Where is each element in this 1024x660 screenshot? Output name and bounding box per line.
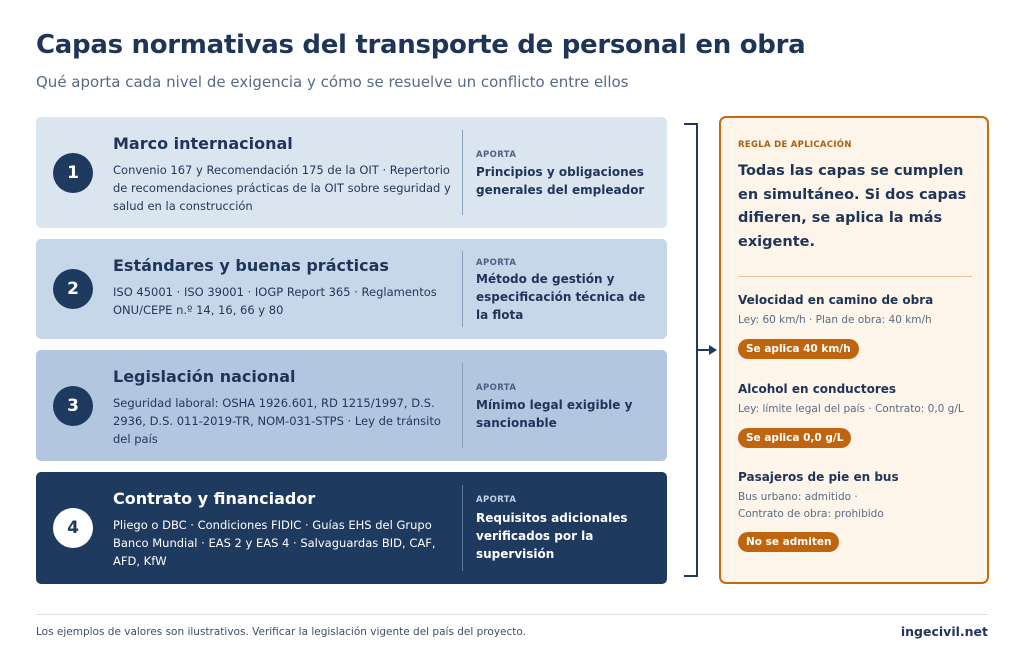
example-detail: Bus urbano: admitido ·	[738, 491, 858, 503]
layer-divider	[462, 251, 463, 327]
aporta-value: Método de gestión y especificación técnica de la flota	[476, 272, 646, 322]
page-title: Capas normativas del transporte de personal en obra	[36, 30, 806, 60]
arrow-right-icon	[709, 345, 717, 355]
layer-number-badge: 2	[53, 269, 93, 309]
layer-divider	[462, 130, 463, 215]
example-title: Alcohol en conductores	[738, 382, 897, 396]
aporta-value: Mínimo legal exigible y sancionable	[476, 398, 633, 430]
layer-divider	[462, 363, 463, 448]
layer-divider	[462, 485, 463, 571]
layers-bracket	[684, 123, 698, 577]
rule-label: REGLA DE APLICACIÓN	[738, 140, 852, 150]
aporta-label: APORTA	[476, 150, 517, 160]
layer-card-3	[36, 350, 667, 461]
layer-title: Estándares y buenas prácticas	[113, 256, 389, 275]
aporta-label: APORTA	[476, 383, 517, 393]
example-detail: Contrato de obra: prohibido	[738, 508, 884, 520]
page-subtitle: Qué aporta cada nivel de exigencia y cómo se resuelve un conflicto entre ellos	[36, 73, 629, 91]
layer-number-badge: 4	[53, 508, 93, 548]
example-title: Velocidad en camino de obra	[738, 293, 934, 307]
example-title: Pasajeros de pie en bus	[738, 470, 899, 484]
example-result-badge: Se aplica 40 km/h	[738, 339, 859, 359]
layer-card-4	[36, 472, 667, 584]
rule-panel	[719, 116, 989, 584]
layer-number-badge: 3	[53, 386, 93, 426]
example-result-badge: No se admiten	[738, 532, 839, 552]
aporta-label: APORTA	[476, 258, 517, 268]
example-detail: Ley: límite legal del país · Contrato: 0,0 g/L	[738, 403, 964, 415]
footer-brand: ingecivil.net	[900, 624, 988, 639]
layer-card-2	[36, 239, 667, 339]
example-result-badge: Se aplica 0,0 g/L	[738, 428, 851, 448]
layer-description: Pliego o DBC · Condiciones FIDIC · Guías EHS del Grupo Banco Mundial · EAS 2 y EAS 4 · Salvaguardas BID, CAF, AFD, KfW	[113, 518, 436, 568]
layer-description: ISO 45001 · ISO 39001 · IOGP Report 365 · Reglamentos ONU/CEPE n.º 14, 16, 66 y 80	[113, 285, 437, 317]
layer-title: Marco internacional	[113, 134, 293, 153]
aporta-value: Requisitos adicionales verificados por la supervisión	[476, 511, 628, 561]
layer-description: Seguridad laboral: OSHA 1926.601, RD 1215/1997, D.S. 2936, D.S. 011-2019-TR, NOM-031-STPS · Ley de tránsito del país	[113, 396, 441, 446]
aporta-label: APORTA	[476, 495, 517, 505]
aporta-value: Principios y obligaciones generales del empleador	[476, 165, 645, 197]
layer-card-1	[36, 117, 667, 228]
layer-title: Contrato y financiador	[113, 489, 316, 508]
rule-separator	[738, 276, 972, 277]
footer-note: Los ejemplos de valores son ilustrativos. Verificar la legislación vigente del país del proyecto.	[36, 626, 526, 638]
example-detail: Ley: 60 km/h · Plan de obra: 40 km/h	[738, 314, 932, 326]
layer-title: Legislación nacional	[113, 367, 296, 386]
rule-statement: Todas las capas se cumplen en simultáneo. Si dos capas difieren, se aplica la más exigente.	[738, 163, 967, 250]
footer-divider	[36, 614, 988, 615]
layer-description: Convenio 167 y Recomendación 175 de la OIT · Repertorio de recomendaciones prácticas de la OIT sobre seguridad y salud en la construcción	[113, 163, 451, 213]
layer-number-badge: 1	[53, 153, 93, 193]
